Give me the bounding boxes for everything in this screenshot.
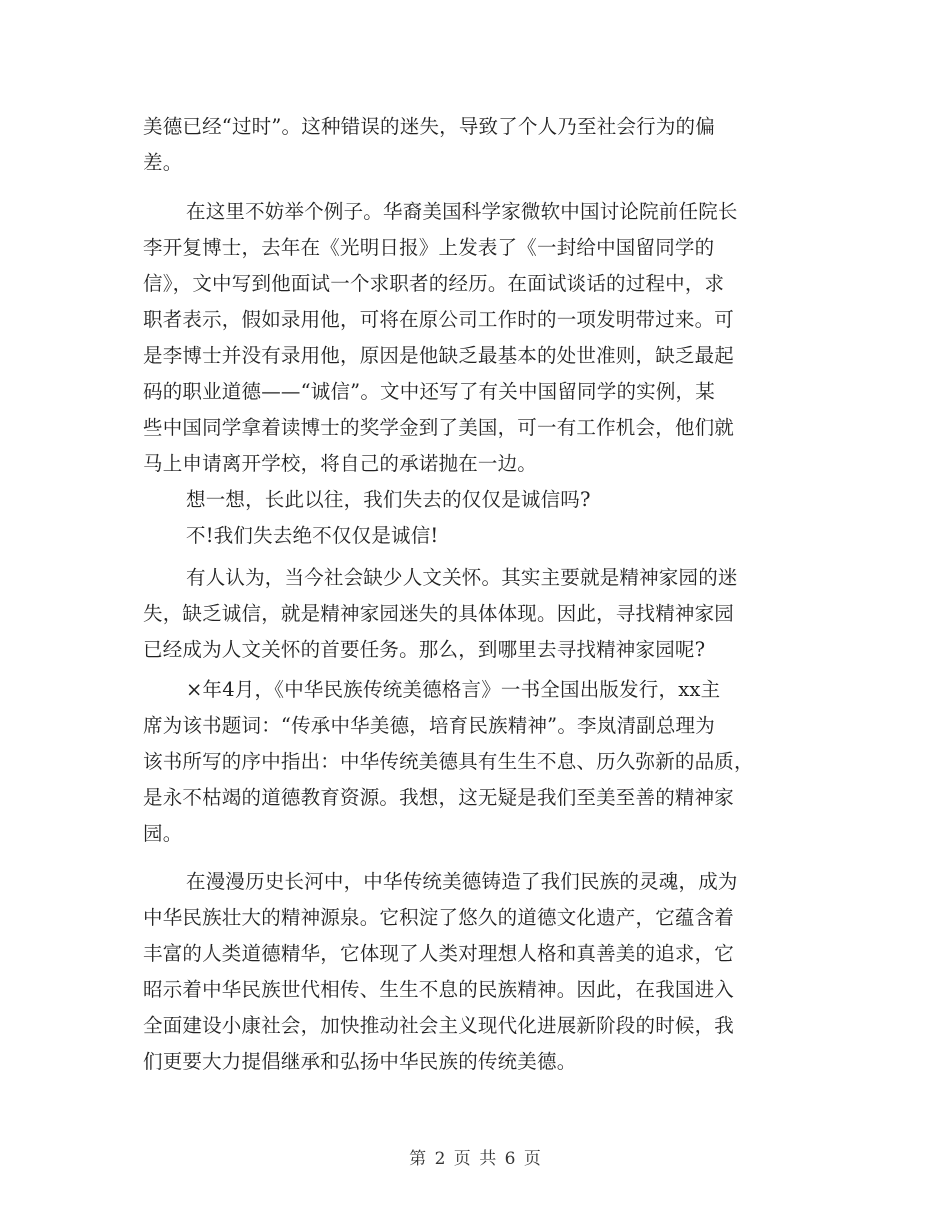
text-line: 昭示着中华民族世代相传、生生不息的民族精神。因此，在我国进入 (143, 978, 735, 1001)
text-line: 全面建设小康社会，加快推动社会主义现代化进展新阶段的时候，我 (143, 1014, 735, 1037)
text-line: 李开复博士，去年在《光明日报》上发表了《一封给中国留同学的 (143, 236, 715, 259)
text-line: ×年4月，《中华民族传统美德格言》一书全国出版发行，xx主 (186, 678, 721, 701)
text-line: 是永不枯竭的道德教育资源。我想，这无疑是我们至美至善的精神家 (143, 786, 735, 809)
text-line: 已经成为人文关怀的首要任务。那么，到哪里去寻找精神家园呢? (143, 638, 706, 661)
text-line: 有人认为，当今社会缺少人文关怀。其实主要就是精神家园的迷 (186, 566, 738, 589)
text-line: 该书所写的序中指出：中华传统美德具有生生不息、历久弥新的品质， (143, 750, 754, 773)
text-line: 信》，文中写到他面试一个求职者的经历。在面试谈话的过程中，求 (143, 272, 725, 295)
text-line: 失，缺乏诚信，就是精神家园迷失的具体体现。因此，寻找精神家园 (143, 602, 735, 625)
text-line: 美德已经“过时”。这种错误的迷失，导致了个人乃至社会行为的偏 (143, 115, 715, 138)
text-line: 不!我们失去绝不仅仅是诚信! (186, 524, 439, 547)
text-line: 中华民族壮大的精神源泉。它积淀了悠久的道德文化遗产，它蕴含着 (143, 906, 735, 929)
text-line: 些中国同学拿着读博士的奖学金到了美国，可一有工作机会，他们就 (143, 416, 735, 439)
text-line: 席为该书题词：“传承中华美德，培育民族精神”。李岚清副总理为 (143, 714, 715, 737)
text-line: 是李博士并没有录用他，原因是他缺乏最基本的处世准则，缺乏最起 (143, 344, 735, 367)
text-line: 园。 (143, 822, 183, 845)
text-line: 们更要大力提倡继承和弘扬中华民族的传统美德。 (143, 1050, 577, 1073)
text-line: 码的职业道德——“诚信”。文中还写了有关中国留同学的实例，某 (143, 380, 715, 403)
text-line: 在这里不妨举个例子。华裔美国科学家微软中国讨论院前任院长 (186, 200, 738, 223)
page-footer: 第 2 页 共 6 页 (409, 1149, 541, 1169)
text-line: 在漫漫历史长河中，中华传统美德铸造了我们民族的灵魂，成为 (186, 870, 738, 893)
text-line: 想一想，长此以往，我们失去的仅仅是诚信吗? (186, 488, 591, 511)
text-line: 职者表示，假如录用他，可将在原公司工作时的一项发明带过来。可 (143, 308, 735, 331)
text-line: 差。 (143, 151, 183, 174)
text-line: 丰富的人类道德精华，它体现了人类对理想人格和真善美的追求，它 (143, 942, 735, 965)
text-line: 马上申请离开学校，将自己的承诺抛在一边。 (143, 452, 538, 475)
